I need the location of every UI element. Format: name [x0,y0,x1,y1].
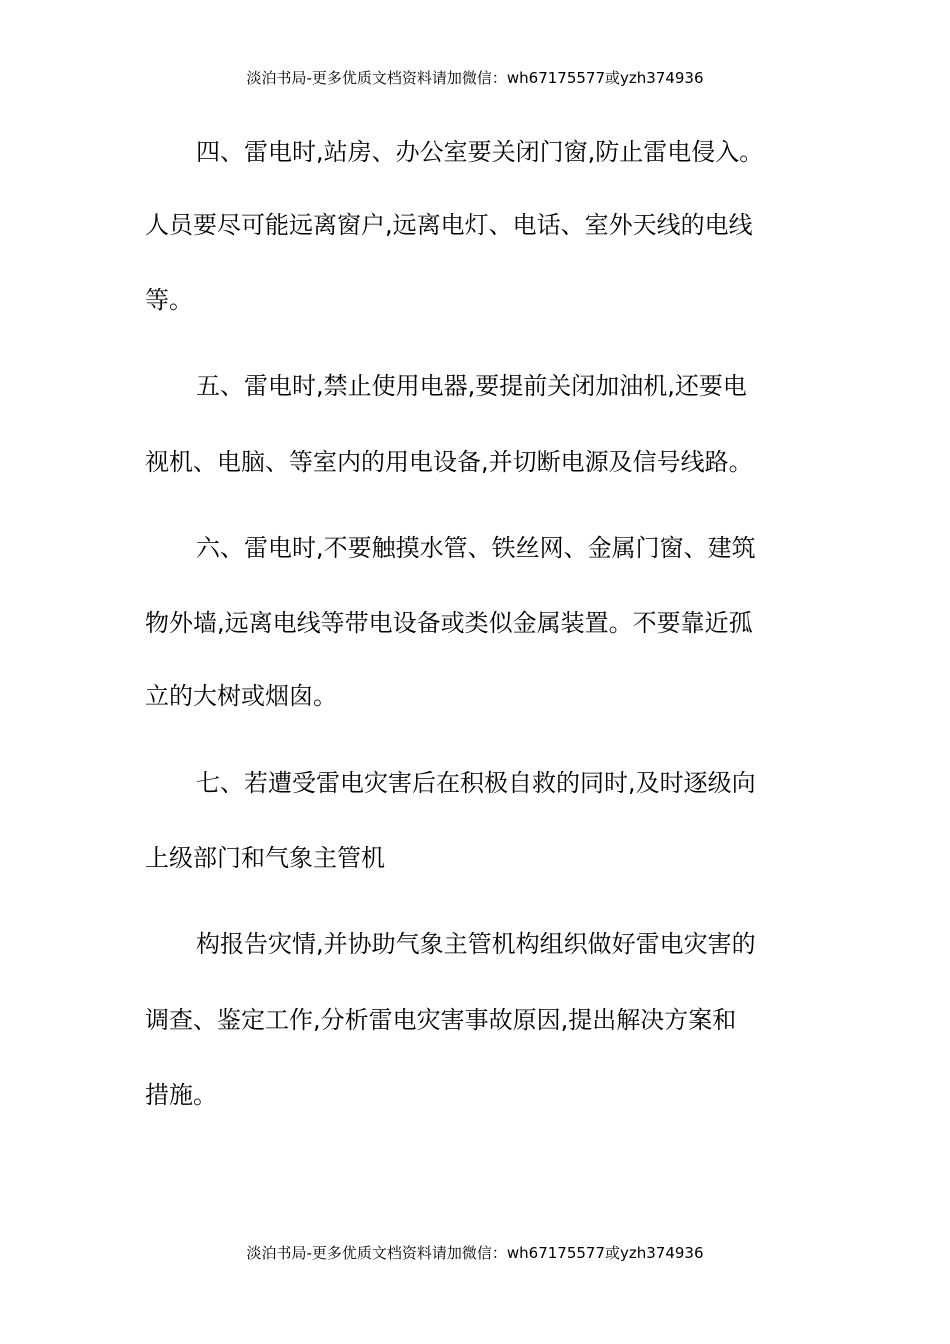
paragraph-line: 七、若遭受雷电灾害后在积极自救的同时,及时逐级向 [196,769,756,797]
paragraph-line: 上级部门和气象主管机 [145,844,385,872]
paragraph-line: 措施。 [145,1081,217,1109]
paragraph-line: 构报告灾情,并协助气象主管机构组织做好雷电灾害的 [196,930,756,958]
paragraph-line: 调查、鉴定工作,分析雷电灾害事故原因,提出解决方案和 [145,1006,737,1034]
paragraph-line: 物外墙,远离电线等带电设备或类似金属装置。不要靠近孤 [145,609,753,637]
paragraph-line: 五、雷电时,禁止使用电器,要提前关闭加油机,还要电 [196,372,747,400]
paragraph-line: 等。 [145,286,193,314]
page-header: 淡泊书局-更多优质文档资料请加微信：wh67175577或yzh374936 [246,69,704,87]
paragraph-line: 四、雷电时,站房、办公室要关闭门窗,防止雷电侵入。 [196,138,764,166]
paragraph-line: 视机、电脑、等室内的用电设备,并切断电源及信号线路。 [145,448,753,476]
paragraph-line: 人员要尽可能远离窗户,远离电灯、电话、室外天线的电线 [145,211,753,239]
paragraph-line: 立的大树或烟囱。 [145,682,337,710]
page-footer: 淡泊书局-更多优质文档资料请加微信：wh67175577或yzh374936 [246,1244,704,1262]
paragraph-line: 六、雷电时,不要触摸水管、铁丝网、金属门窗、建筑 [196,534,756,562]
